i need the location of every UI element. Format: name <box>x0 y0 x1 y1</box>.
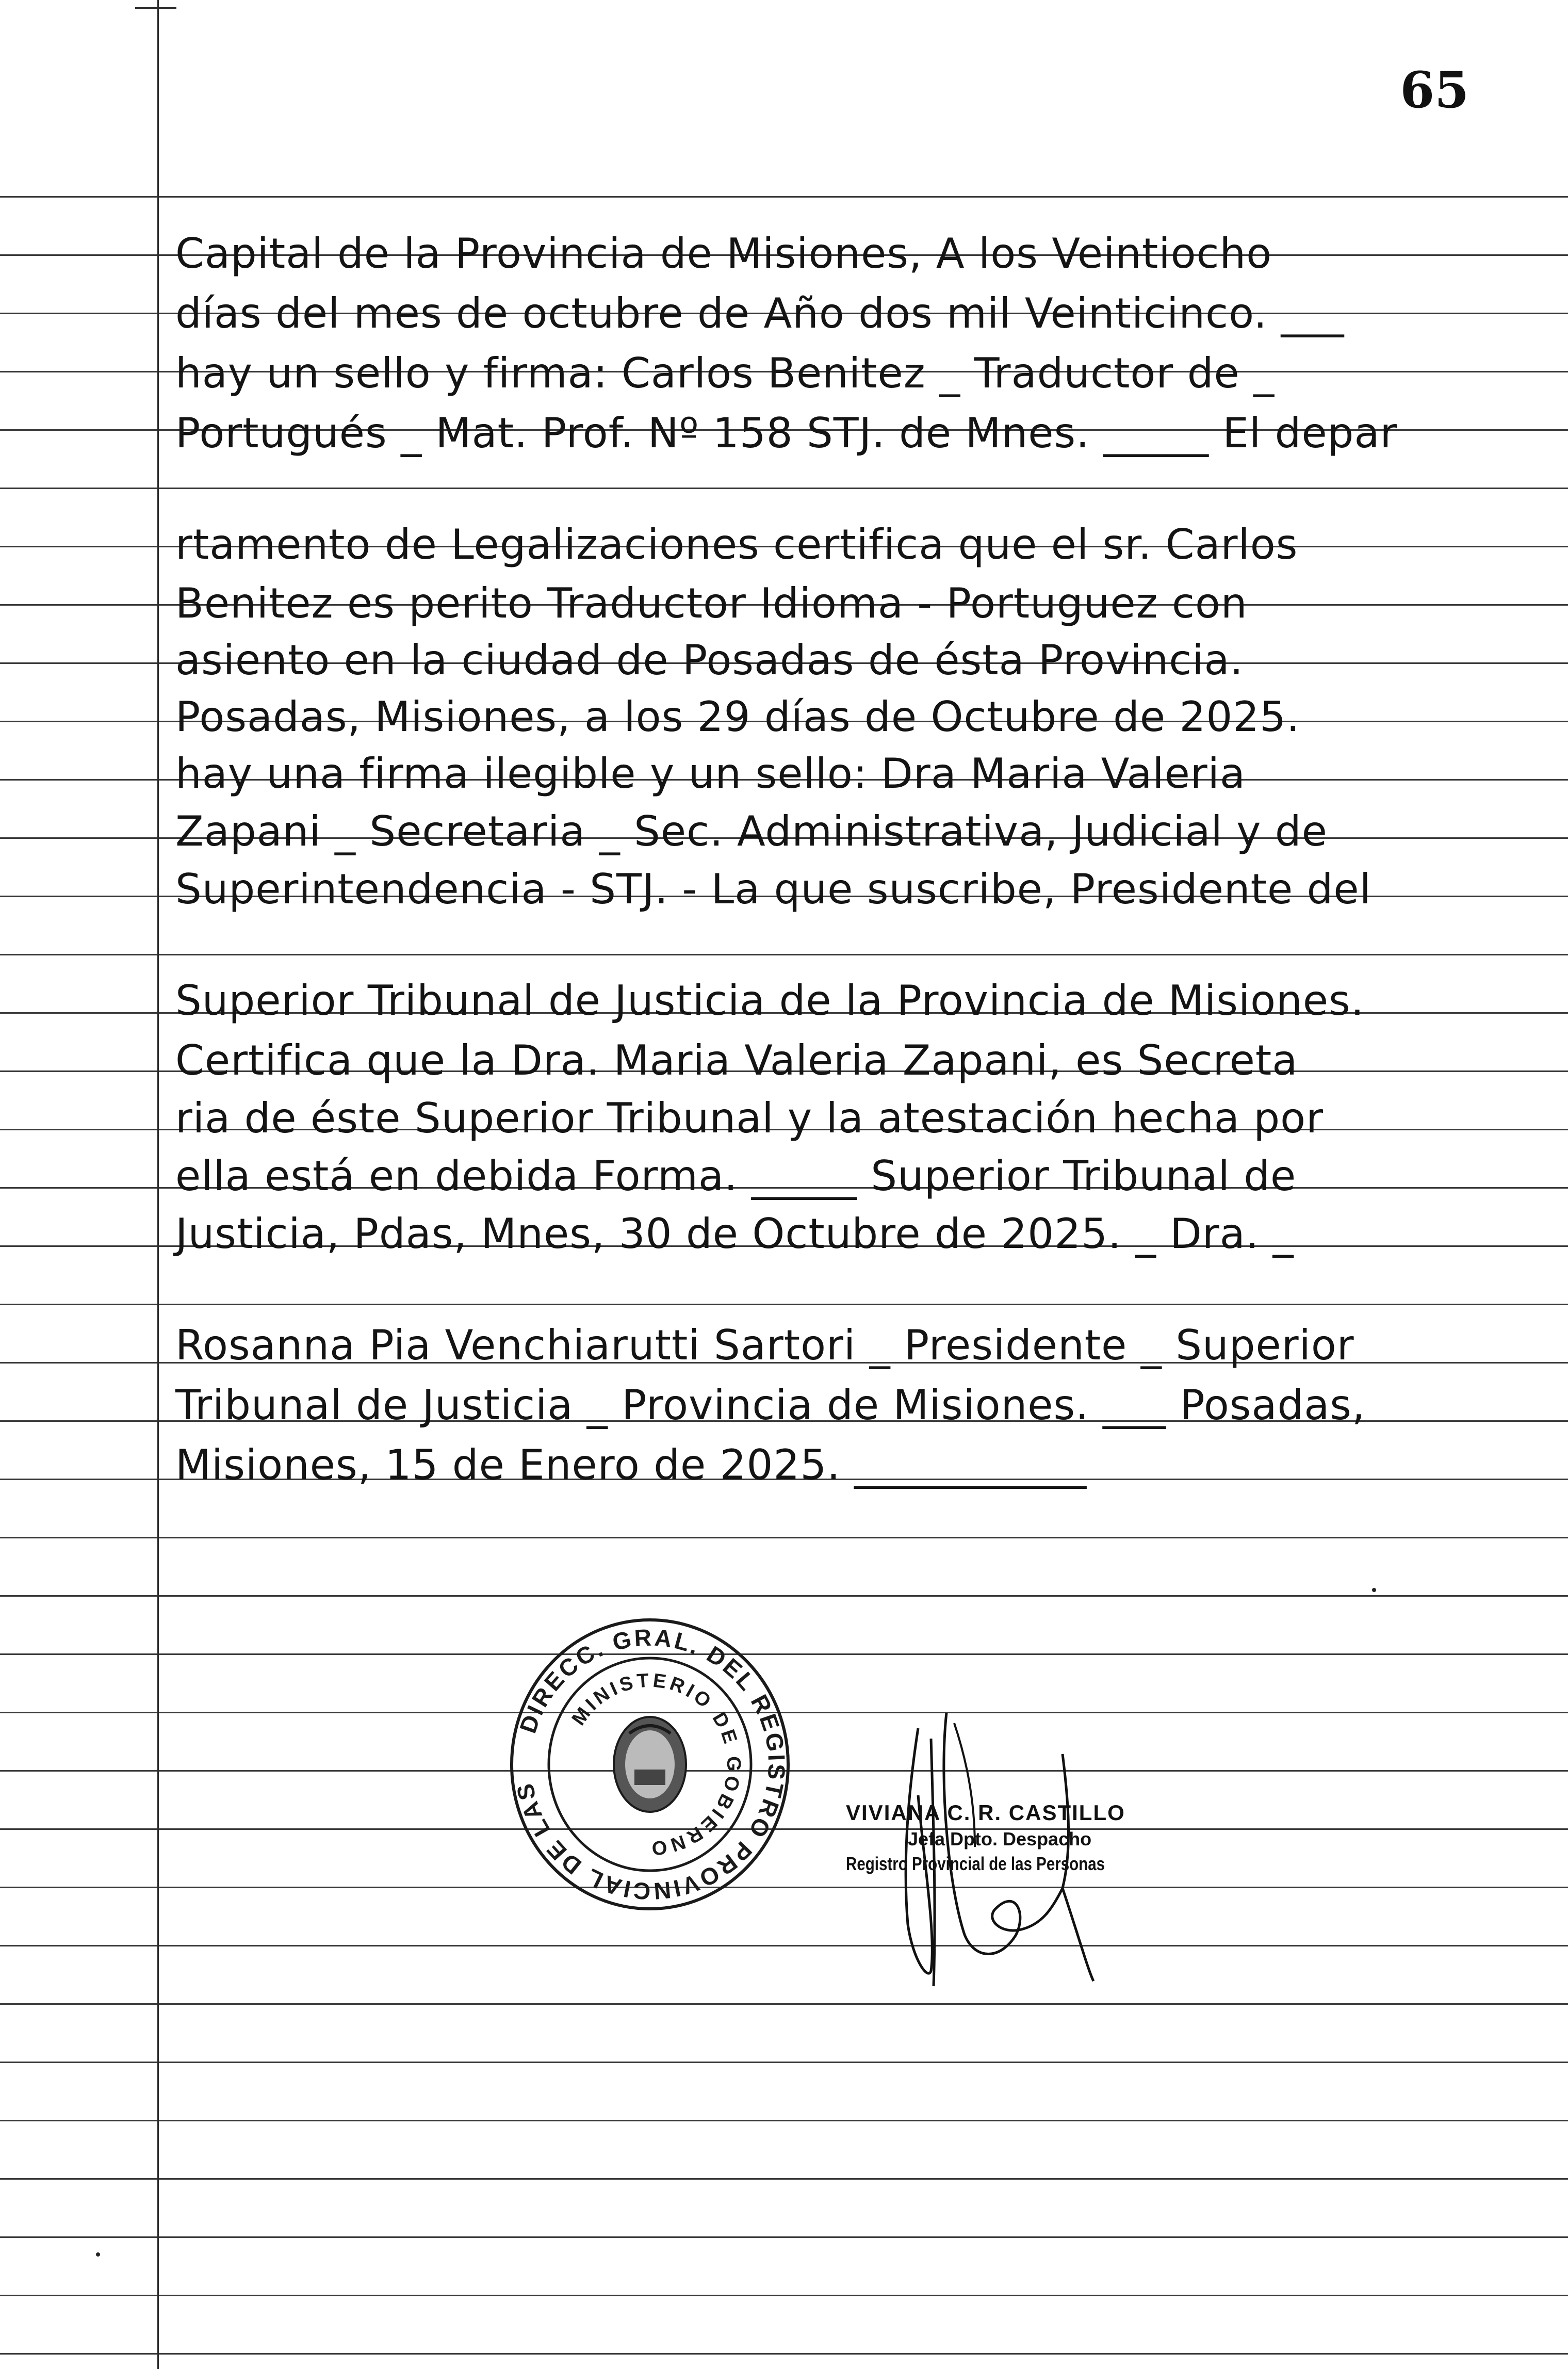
text-line-7: asiento en la ciudad de Posadas de ésta Provincia. <box>175 636 1244 684</box>
text-line-15: ella está en debida Forma. _____ Superior Tribunal de <box>175 1152 1297 1200</box>
text-line-5: rtamento de Legalizaciones certifica que el sr. Carlos <box>175 521 1298 569</box>
margin-line <box>157 0 159 2369</box>
signature-block <box>846 1800 1162 1875</box>
coat-of-arms-icon <box>614 1717 686 1812</box>
seal-inner-text: MINISTERIO DE GOBIERNO <box>567 1669 745 1859</box>
text-line-11: Superintendencia - STJ. - La que suscribe, Presidente del <box>175 865 1371 913</box>
signatory-office: Registro Provincial de las Personas <box>846 1853 1105 1874</box>
text-line-19: Misiones, 15 de Enero de 2025. ___________ <box>175 1441 1087 1489</box>
ruled-line <box>0 2236 1568 2238</box>
ruled-line <box>0 2003 1568 2005</box>
text-line-18: Tribunal de Justicia _ Provincia de Misiones. ___ Posadas, <box>175 1381 1366 1429</box>
text-line-2: días del mes de octubre de Año dos mil Veinticinco. ___ <box>175 289 1345 337</box>
ruled-line <box>0 2353 1568 2355</box>
official-seal <box>505 1615 794 1914</box>
ruled-line <box>0 1595 1568 1597</box>
text-line-13: Certifica que la Dra. Maria Valeria Zapani, es Secreta <box>175 1036 1298 1084</box>
signatory-role: Jefa Dpto. Despacho <box>908 1828 1092 1849</box>
corner-mark <box>135 7 176 9</box>
text-line-9: hay una firma ilegible y un sello: Dra Maria Valeria <box>175 750 1246 798</box>
ruled-line <box>0 2062 1568 2063</box>
ruled-line <box>0 2295 1568 2296</box>
seal-outer-text: DIRECC. GRAL. DEL REGISTRO PROVINCIAL DE LAS <box>511 1624 791 1905</box>
text-line-3: hay un sello y firma: Carlos Benitez _ Traductor de _ <box>175 349 1275 397</box>
ink-dot <box>96 2252 100 2257</box>
text-line-12: Superior Tribunal de Justicia de la Provincia de Misiones. <box>175 977 1365 1025</box>
ruled-line <box>0 2178 1568 2180</box>
ruled-line <box>0 1304 1568 1305</box>
ruled-line <box>0 488 1568 489</box>
ruled-line <box>0 2120 1568 2121</box>
ink-dot <box>1372 1588 1376 1592</box>
text-line-6: Benitez es perito Traductor Idioma - Portuguez con <box>175 579 1248 627</box>
text-line-1: Capital de la Provincia de Misiones, A los Veintiocho <box>175 230 1272 278</box>
ruled-line <box>0 954 1568 955</box>
page-number: 65 <box>1400 61 1469 119</box>
text-line-10: Zapani _ Secretaria _ Sec. Administrativa, Judicial y de <box>175 807 1328 855</box>
signatory-name: VIVIANA C. R. CASTILLO <box>846 1800 1125 1825</box>
text-line-14: ria de éste Superior Tribunal y la atestación hecha por <box>175 1094 1324 1142</box>
text-line-17: Rosanna Pia Venchiarutti Sartori _ Presidente _ Superior <box>175 1321 1354 1369</box>
ruled-line <box>0 1945 1568 1946</box>
ruled-line <box>0 1537 1568 1538</box>
text-line-4: Portugués _ Mat. Prof. Nº 158 STJ. de Mnes. _____ El depar <box>175 409 1398 457</box>
text-line-8: Posadas, Misiones, a los 29 días de Octubre de 2025. <box>175 693 1300 741</box>
text-line-16: Justicia, Pdas, Mnes, 30 de Octubre de 2025. _ Dra. _ <box>175 1210 1294 1258</box>
ruled-line <box>0 196 1568 198</box>
